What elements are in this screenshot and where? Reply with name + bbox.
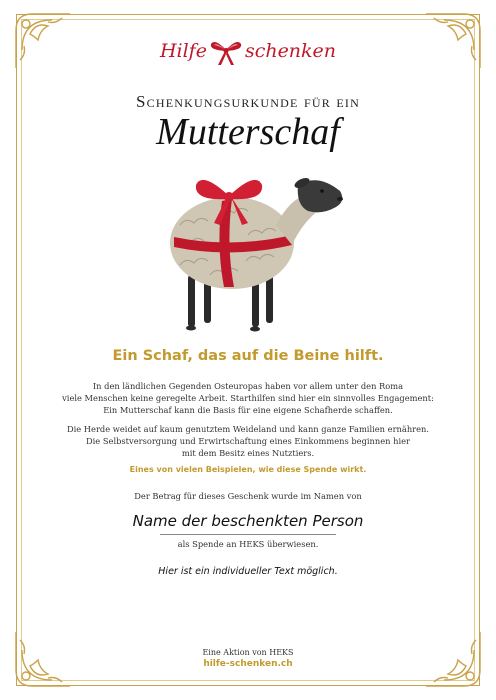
transferred-text: als Spende an HEKS überwiesen. — [177, 539, 319, 549]
certificate-title: Mutterschaf — [156, 111, 340, 153]
description-paragraph-1 — [60, 380, 436, 416]
amount-text: Der Betrag für dieses Geschenk wurde im Namen von — [134, 491, 362, 501]
logo-text-left: Hilfe — [159, 40, 207, 62]
paragraph-line: mit dem Besitz eines Nutztiers. — [181, 448, 315, 458]
headline: Ein Schaf, das auf die Beine hilft. — [112, 348, 384, 364]
signature-line — [160, 534, 336, 535]
custom-message: Hier ist ein individueller Text möglich. — [158, 566, 338, 577]
paragraph-line: viele Menschen keine geregelte Arbeit. Starthilfen sind hier ein sinnvolles Engagement: — [62, 393, 434, 403]
description-paragraph-2 — [60, 423, 436, 459]
certificate-subtitle: Schenkungsurkunde für ein — [136, 92, 360, 111]
gift-bow-icon — [209, 36, 243, 66]
footer-website: hilfe-schenken.ch — [203, 659, 293, 669]
footer-action: Eine Aktion von HEKS — [202, 648, 294, 657]
paragraph-line: In den ländlichen Gegenden Osteuropas haben vor allem unter den Roma — [92, 381, 404, 391]
paragraph-line: Die Selbstversorgung und Erwirtschaftung eines Einkommens beginnen hier — [86, 436, 410, 446]
hilfe-schenken-logo — [0, 34, 496, 68]
sheep-with-red-bow-icon — [150, 165, 350, 335]
recipient-name: Name der beschenkten Person — [132, 512, 364, 530]
paragraph-line: Die Herde weidet auf kaum genutztem Weideland und kann ganze Familien ernähren. — [66, 424, 430, 434]
paragraph-line: Ein Mutterschaf kann die Basis für eine eigene Schafherde schaffen. — [103, 405, 393, 415]
logo-text-right: schenken — [244, 40, 337, 62]
example-note: Eines von vielen Beispielen, wie diese Spende wirkt. — [129, 465, 367, 474]
